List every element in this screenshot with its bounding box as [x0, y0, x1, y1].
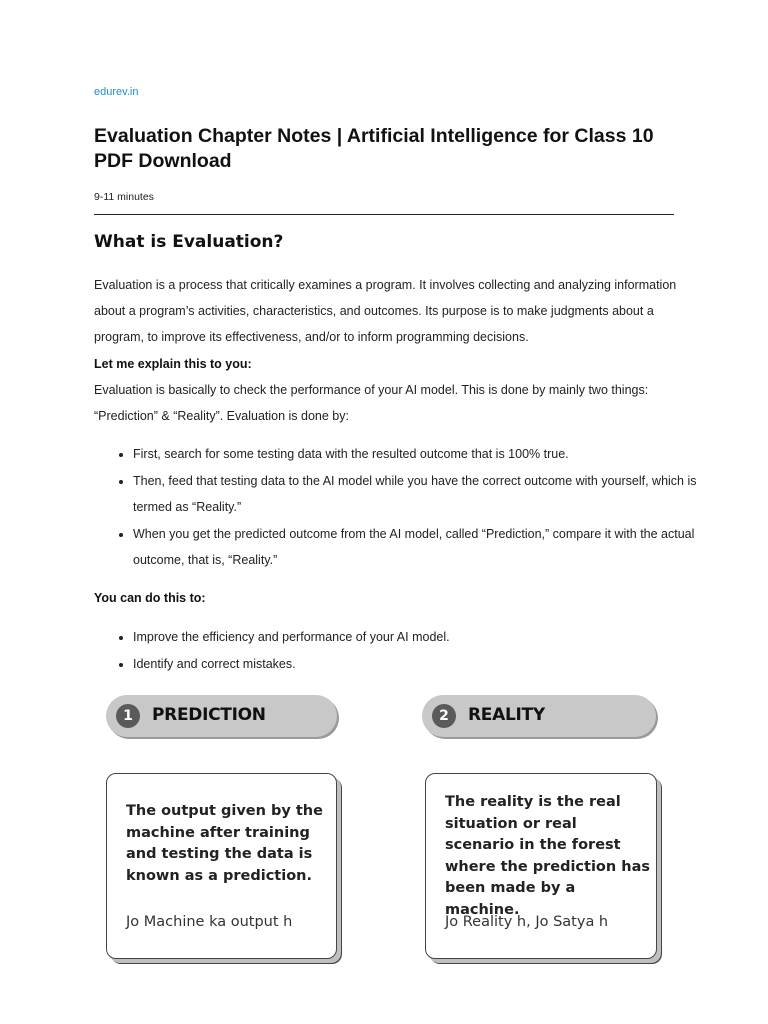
prediction-hinglish: Jo Machine ka output h — [126, 914, 293, 930]
intro-paragraph: Evaluation is a process that critically examines a program. It involves collecting and analyzing information about a program’s activities, characteristics, and outcomes. Its purpose is to make judgments about a program, to improve its effectiveness, and/or to inform programming decisions. — [94, 278, 677, 344]
list-item: • When you get the predicted outcome from the AI model, called “Prediction,” compare it with the actual outcome, that is, “Reality.” — [133, 521, 713, 574]
section-heading: What is Evaluation? — [94, 232, 284, 252]
reality-card — [425, 773, 657, 959]
steps-list — [94, 441, 713, 574]
explain-label: Let me explain this to you: — [94, 357, 252, 371]
benefits-label: You can do this to: — [94, 591, 206, 605]
prediction-label: PREDICTION — [152, 705, 266, 725]
read-time: 9-11 minutes — [94, 191, 154, 203]
list-item: • First, search for some testing data with the resulted outcome that is 100% true. — [133, 441, 713, 468]
list-item: • Identify and correct mistakes. — [133, 651, 713, 678]
prediction-card — [106, 773, 337, 959]
divider — [94, 214, 674, 215]
prediction-definition: The output given by the machine after training and testing the data is known as a prediction. — [126, 803, 323, 884]
prediction-number-badge: 1 — [116, 704, 140, 728]
list-item: • Then, feed that testing data to the AI model while you have the correct outcome with yourself, which is termed as “Reality.” — [133, 468, 713, 521]
reality-pill — [422, 695, 656, 737]
reality-number-badge: 2 — [432, 704, 456, 728]
explain-paragraph: Evaluation is basically to check the performance of your AI model. This is done by mainly two things: “Prediction” & “Reality”. Evaluation is done by: — [94, 383, 649, 423]
page-title: Evaluation Chapter Notes | Artificial Intelligence for Class 10 PDF Download — [94, 125, 654, 172]
reality-hinglish: Jo Reality h, Jo Satya h — [445, 914, 609, 930]
reality-definition: The reality is the real situation or real scenario in the forest where the prediction has been made by a machine. — [445, 794, 651, 918]
benefits-list — [94, 624, 713, 677]
list-item: • Improve the efficiency and performance of your AI model. — [133, 624, 713, 651]
reality-label: REALITY — [468, 705, 545, 725]
prediction-pill — [106, 695, 337, 737]
site-link[interactable]: edurev.in — [94, 86, 139, 98]
